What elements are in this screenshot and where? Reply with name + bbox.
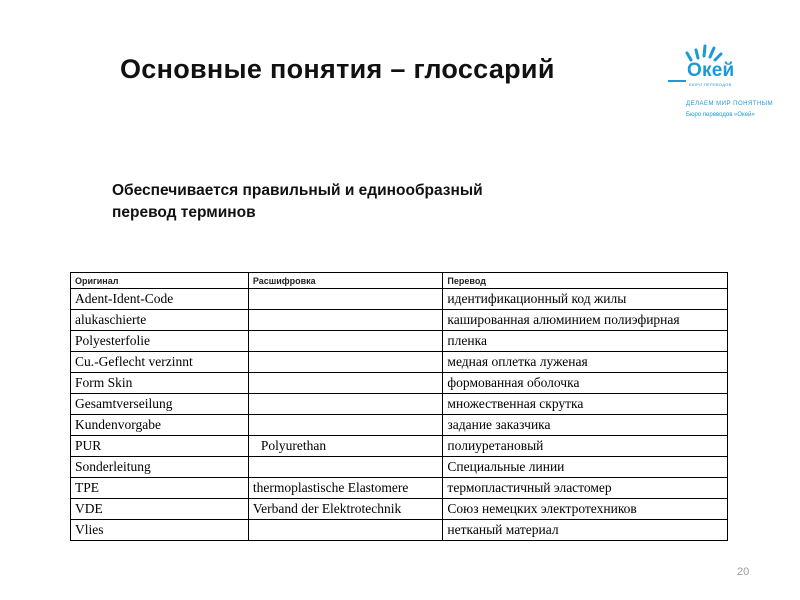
table-row xyxy=(71,373,728,394)
cell-original: Adent-Ident-Code xyxy=(71,289,249,310)
cell-expansion: thermoplastische Elastomere xyxy=(248,478,443,499)
slide-title: Основные понятия – глоссарий xyxy=(120,54,555,84)
cell-translation: полиуретановый xyxy=(443,436,728,457)
cell-expansion xyxy=(248,415,443,436)
subtitle xyxy=(112,180,632,224)
table-row xyxy=(71,457,728,478)
cell-original: Polyesterfolie xyxy=(71,331,249,352)
cell-original: VDE xyxy=(71,499,249,520)
cell-original: Cu.-Geflecht verzinnt xyxy=(71,352,249,373)
cell-original: Gesamtverseilung xyxy=(71,394,249,415)
cell-expansion xyxy=(248,394,443,415)
logo-word: Окей xyxy=(687,60,735,81)
cell-expansion xyxy=(248,331,443,352)
cell-original: Kundenvorgabe xyxy=(71,415,249,436)
table-row xyxy=(71,310,728,331)
cell-translation: Специальные линии xyxy=(443,457,728,478)
cell-original: alukaschierte xyxy=(71,310,249,331)
cell-original: Sonderleitung xyxy=(71,457,249,478)
cell-translation: множественная скрутка xyxy=(443,394,728,415)
cell-translation: нетканый материал xyxy=(443,520,728,541)
table-row xyxy=(71,436,728,457)
glossary-table xyxy=(70,272,728,541)
cell-expansion xyxy=(248,373,443,394)
table-row xyxy=(71,478,728,499)
logo-tagline-small: БЮРО ПЕРЕВОДОВ xyxy=(689,82,732,87)
table-row xyxy=(71,331,728,352)
cell-translation: термопластичный эластомер xyxy=(443,478,728,499)
table-header-row xyxy=(71,273,728,289)
table-row xyxy=(71,394,728,415)
header-translation: Перевод xyxy=(443,273,728,289)
cell-translation: формованная оболочка xyxy=(443,373,728,394)
subtitle-line-1: Обеспечивается правильный и единообразный xyxy=(112,182,483,199)
subtitle-line-2: перевод терминов xyxy=(112,204,256,221)
logo-tagline: ДЕЛАЕМ МИР ПОНЯТНЫМ xyxy=(686,101,774,107)
header-original: Оригинал xyxy=(71,273,249,289)
page-number: 20 xyxy=(737,566,750,578)
cell-original: Vlies xyxy=(71,520,249,541)
cell-expansion: Polyurethan xyxy=(248,436,443,457)
logo-dash xyxy=(668,80,686,82)
cell-translation: пленка xyxy=(443,331,728,352)
cell-expansion xyxy=(248,310,443,331)
table-row xyxy=(71,415,728,436)
cell-translation: медная оплетка луженая xyxy=(443,352,728,373)
header-expansion: Расшифровка xyxy=(248,273,443,289)
cell-expansion xyxy=(248,352,443,373)
table-row xyxy=(71,289,728,310)
cell-translation: задание заказчика xyxy=(443,415,728,436)
table-row xyxy=(71,499,728,520)
cell-expansion xyxy=(248,289,443,310)
cell-expansion xyxy=(248,457,443,478)
logo-company: Бюро переводов «Окей» xyxy=(686,112,755,118)
cell-expansion xyxy=(248,520,443,541)
cell-expansion: Verband der Elektrotechnik xyxy=(248,499,443,520)
cell-translation: Союз немецких электротехников xyxy=(443,499,728,520)
cell-original: PUR xyxy=(71,436,249,457)
cell-translation: идентификационный код жилы xyxy=(443,289,728,310)
okey-logo xyxy=(660,40,780,130)
cell-translation: кашированная алюминием полиэфирная xyxy=(443,310,728,331)
cell-original: TPE xyxy=(71,478,249,499)
table-row xyxy=(71,520,728,541)
table-row xyxy=(71,352,728,373)
cell-original: Form Skin xyxy=(71,373,249,394)
